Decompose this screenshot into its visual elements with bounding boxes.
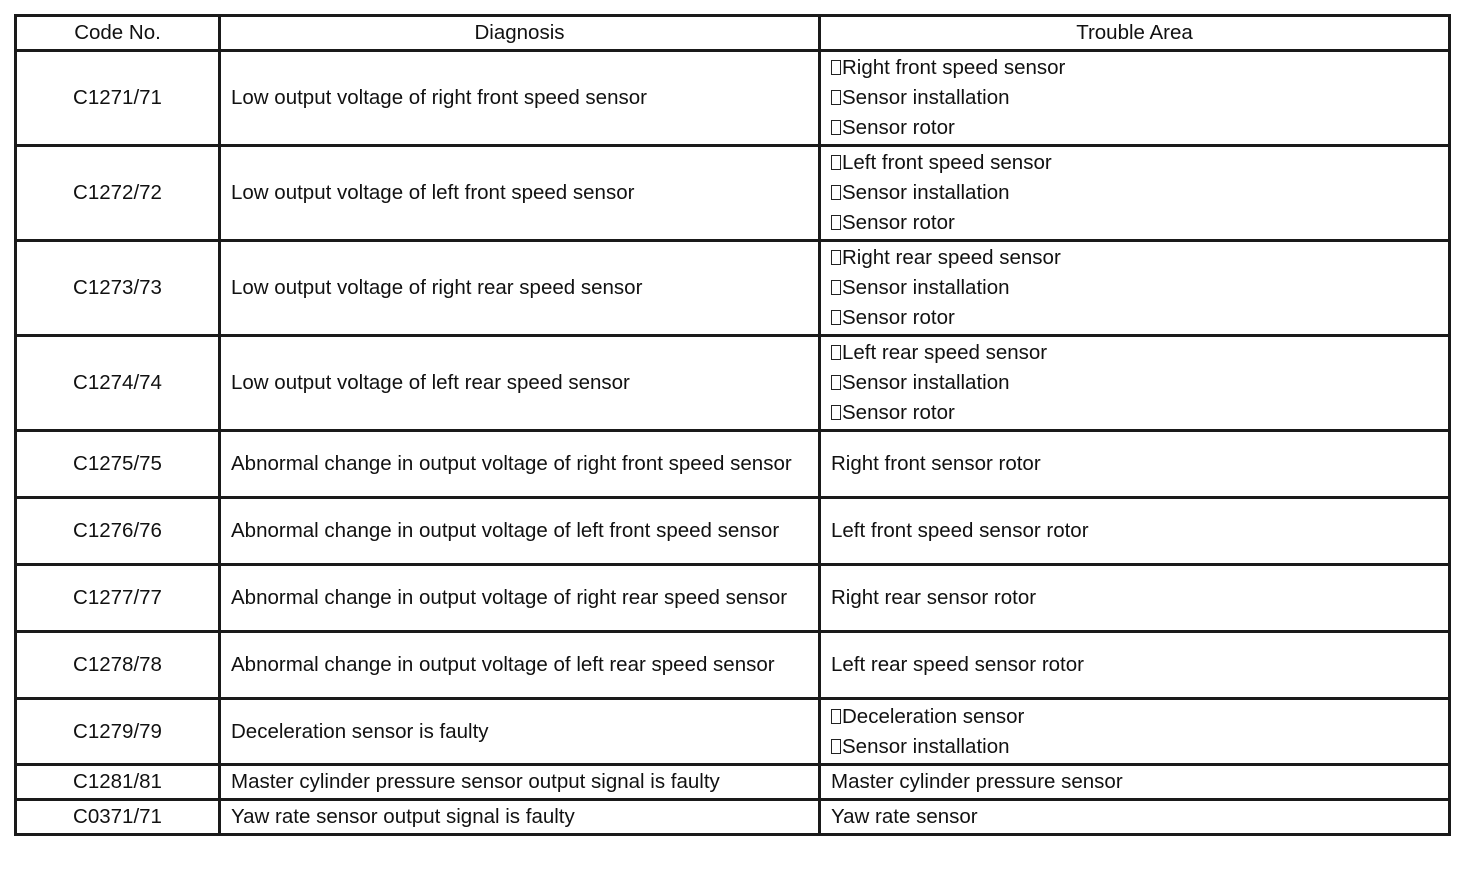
table-row — [16, 699, 1450, 765]
table-row — [16, 146, 1450, 241]
trouble-area-text: Left rear speed sensor — [842, 341, 1048, 364]
trouble-area-cell: Right front sensor rotor — [820, 431, 1450, 498]
table-row — [16, 632, 1450, 699]
trouble-area-item — [831, 303, 1438, 333]
trouble-area-text: Sensor rotor — [842, 306, 955, 329]
checkbox-icon — [831, 709, 841, 724]
trouble-area-text: Deceleration sensor — [842, 704, 1025, 728]
checkbox-icon — [831, 155, 841, 170]
trouble-area-cell — [820, 241, 1450, 336]
trouble-area-cell: Left rear speed sensor rotor — [820, 632, 1450, 699]
trouble-area-item — [831, 113, 1438, 143]
trouble-area-item — [831, 243, 1438, 273]
diagnosis-cell: Yaw rate sensor output signal is faulty — [220, 800, 820, 835]
checkbox-icon — [831, 250, 841, 265]
trouble-area-text: Sensor rotor — [842, 116, 955, 139]
trouble-area-text: Sensor installation — [842, 276, 1010, 299]
diagnosis-cell: Deceleration sensor is faulty — [220, 699, 820, 765]
trouble-area-item — [831, 83, 1438, 113]
dtc-table — [14, 14, 1451, 836]
trouble-area-cell: Master cylinder pressure sensor — [820, 765, 1450, 800]
checkbox-icon — [831, 310, 841, 325]
trouble-area-item — [831, 338, 1438, 368]
trouble-area-cell: Left front speed sensor rotor — [820, 498, 1450, 565]
code-cell: C1271/71 — [16, 51, 220, 146]
trouble-area-text: Sensor installation — [842, 371, 1010, 394]
trouble-area-text: Right rear speed sensor — [842, 246, 1061, 269]
checkbox-icon — [831, 375, 841, 390]
table-row — [16, 565, 1450, 632]
code-cell: C1281/81 — [16, 765, 220, 800]
table-row — [16, 51, 1450, 146]
checkbox-icon — [831, 215, 841, 230]
checkbox-icon — [831, 739, 841, 754]
trouble-area-item — [831, 53, 1438, 83]
checkbox-icon — [831, 185, 841, 200]
diagnosis-cell: Abnormal change in output voltage of left front speed sensor — [220, 498, 820, 565]
code-cell: C1277/77 — [16, 565, 220, 632]
checkbox-icon — [831, 405, 841, 420]
table-row — [16, 431, 1450, 498]
code-cell: C1272/72 — [16, 146, 220, 241]
trouble-area-text: Sensor installation — [842, 86, 1010, 109]
trouble-area-item — [831, 148, 1438, 178]
trouble-area-item — [831, 208, 1438, 238]
trouble-area-text: Sensor installation — [842, 181, 1010, 204]
trouble-area-cell — [820, 699, 1450, 765]
table-row — [16, 765, 1450, 800]
trouble-area-item — [831, 702, 1438, 732]
table-row — [16, 336, 1450, 431]
diagnosis-cell: Abnormal change in output voltage of right rear speed sensor — [220, 565, 820, 632]
trouble-area-item — [831, 178, 1438, 208]
trouble-area-text: Left front speed sensor — [842, 151, 1052, 174]
checkbox-icon — [831, 120, 841, 135]
trouble-area-text: Right front speed sensor — [842, 56, 1066, 79]
trouble-area-cell — [820, 146, 1450, 241]
diagnosis-cell: Low output voltage of left rear speed sensor — [220, 336, 820, 431]
diagnosis-cell: Low output voltage of right front speed sensor — [220, 51, 820, 146]
checkbox-icon — [831, 60, 841, 75]
trouble-area-text: Sensor rotor — [842, 211, 955, 234]
trouble-area-cell — [820, 51, 1450, 146]
trouble-area-cell: Right rear sensor rotor — [820, 565, 1450, 632]
table-row — [16, 498, 1450, 565]
diagnosis-cell: Low output voltage of right rear speed sensor — [220, 241, 820, 336]
code-cell: C1275/75 — [16, 431, 220, 498]
checkbox-icon — [831, 345, 841, 360]
header-trouble-area: Trouble Area — [820, 16, 1450, 51]
diagnosis-cell: Abnormal change in output voltage of right front speed sensor — [220, 431, 820, 498]
checkbox-icon — [831, 90, 841, 105]
trouble-area-item — [831, 732, 1438, 762]
table-header-row — [16, 16, 1450, 51]
diagnosis-cell: Abnormal change in output voltage of left rear speed sensor — [220, 632, 820, 699]
code-cell: C1278/78 — [16, 632, 220, 699]
header-code: Code No. — [16, 16, 220, 51]
trouble-area-cell: Yaw rate sensor — [820, 800, 1450, 835]
table-row — [16, 800, 1450, 835]
trouble-area-text: Sensor rotor — [842, 401, 955, 424]
code-cell: C0371/71 — [16, 800, 220, 835]
header-diagnosis: Diagnosis — [220, 16, 820, 51]
code-cell: C1273/73 — [16, 241, 220, 336]
checkbox-icon — [831, 280, 841, 295]
diagnosis-cell: Master cylinder pressure sensor output signal is faulty — [220, 765, 820, 800]
code-cell: C1279/79 — [16, 699, 220, 765]
trouble-area-item — [831, 398, 1438, 428]
trouble-area-cell — [820, 336, 1450, 431]
trouble-area-item — [831, 273, 1438, 303]
code-cell: C1274/74 — [16, 336, 220, 431]
code-cell: C1276/76 — [16, 498, 220, 565]
dtc-table-container — [14, 14, 1448, 836]
table-row — [16, 241, 1450, 336]
trouble-area-text: Sensor installation — [842, 734, 1010, 758]
diagnosis-cell: Low output voltage of left front speed sensor — [220, 146, 820, 241]
trouble-area-item — [831, 368, 1438, 398]
